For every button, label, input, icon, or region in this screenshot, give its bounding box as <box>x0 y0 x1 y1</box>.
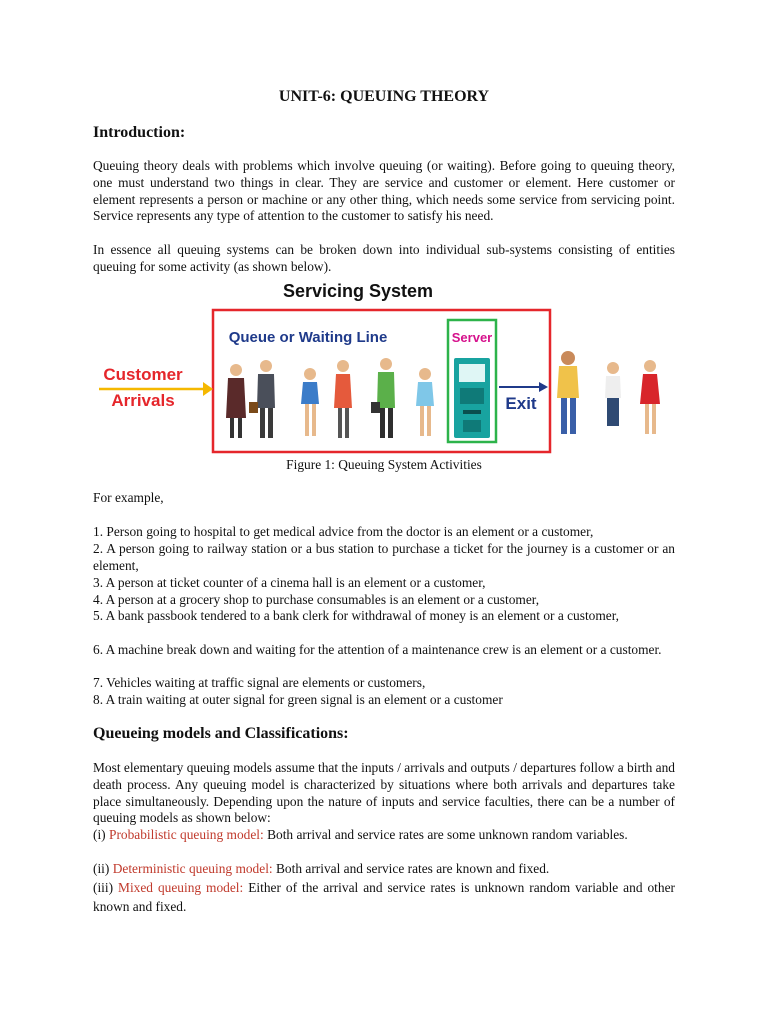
intro-paragraph-1: Queuing theory deals with problems which involve queuing (or waiting). Before going to queuing theory, one must understand two things in clear. They are service and customer or element. Here customer or element represents a person or machine or any other thing, which needs some service from servicing point. Service represents any type of attention to the customer to satisfy his need. <box>93 158 675 224</box>
exit-label: Exit <box>505 394 537 413</box>
example-item-1: 1. Person going to hospital to get medical advice from the doctor is an element or a customer, <box>93 524 594 539</box>
models-paragraph: Most elementary queuing models assume that the inputs / arrivals and outputs / departures follow a birth and death process. Any queuing model is characterized by situations where both arrivals and departures take place simultaneously. Depending upon the nature of inputs and service faculties, there can be a number of queuing models as shown below: <box>93 760 675 826</box>
queue-person-icon <box>301 368 319 436</box>
model-1-text: Both arrival and service rates are some unknown random variables. <box>263 827 628 842</box>
page-title: UNIT-6: QUEUING THEORY <box>278 88 490 105</box>
example-item-3: 3. A person at ticket counter of a cinema hall is an element or a customer, <box>93 575 486 590</box>
queue-person-icon <box>226 364 246 438</box>
example-item-4: 4. A person at a grocery shop to purchase consumables is an element or a customer, <box>93 592 540 607</box>
example-item-8: 8. A train waiting at outer signal for green signal is an element or a customer <box>93 692 503 707</box>
model-1-name: Probabilistic queuing model: <box>109 827 264 842</box>
example-item-6: 6. A machine break down and waiting for the attention of a maintenance crew is an element or a customer. <box>93 642 662 657</box>
example-item-7: 7. Vehicles waiting at traffic signal are elements or customers, <box>93 675 426 690</box>
model-3-name: Mixed queuing model: <box>118 880 244 895</box>
figure-title: Servicing System <box>282 281 434 301</box>
model-3-number: (iii) <box>93 880 119 895</box>
model-2-text: Both arrival and service rates are known and fixed. <box>272 861 550 876</box>
queue-person-icon <box>416 368 434 436</box>
model-probabilistic <box>93 827 675 844</box>
model-3-text: Either of the arrival and service rates is unknown random variable and other known and fixed. <box>93 880 675 914</box>
queue-person-icon <box>371 358 395 438</box>
model-2-name: Deterministic queuing model: <box>112 861 273 876</box>
figure-caption: Figure 1: Queuing System Activities <box>286 457 482 472</box>
model-1-number: (i) <box>93 827 109 842</box>
exited-person-icon <box>640 360 660 434</box>
intro-paragraph-2: In essence all queuing systems can be broken down into individual sub-systems consisting of entities queuing for some activity (as shown below). <box>93 242 675 274</box>
queuing-system-figure <box>93 278 675 456</box>
queue-person-icon <box>249 360 275 438</box>
model-deterministic <box>93 861 675 878</box>
exit-arrow-icon <box>499 382 548 392</box>
queuing-figure-svg <box>93 278 675 456</box>
atm-machine-icon <box>454 358 490 438</box>
intro-heading: Introduction: <box>93 124 186 141</box>
example-item-5: 5. A bank passbook tendered to a bank clerk for withdrawal of money is an element or a customer, <box>93 608 620 623</box>
server-label: Server <box>451 330 493 345</box>
exited-person-icon <box>605 362 621 426</box>
model-2-number: (ii) <box>93 861 113 876</box>
queue-person-icon <box>334 360 352 438</box>
customer-label: Customer <box>103 365 183 384</box>
example-item-2: 2. A person going to railway station or a bus station to purchase a ticket for the journey is a customer or an element, <box>93 541 675 573</box>
exited-person-icon <box>557 351 579 434</box>
queue-label: Queue or Waiting Line <box>228 329 388 346</box>
arrivals-label: Arrivals <box>111 391 175 410</box>
models-heading: Queueing models and Classifications: <box>93 725 349 742</box>
examples-intro: For example, <box>93 490 164 505</box>
model-mixed <box>93 878 675 916</box>
